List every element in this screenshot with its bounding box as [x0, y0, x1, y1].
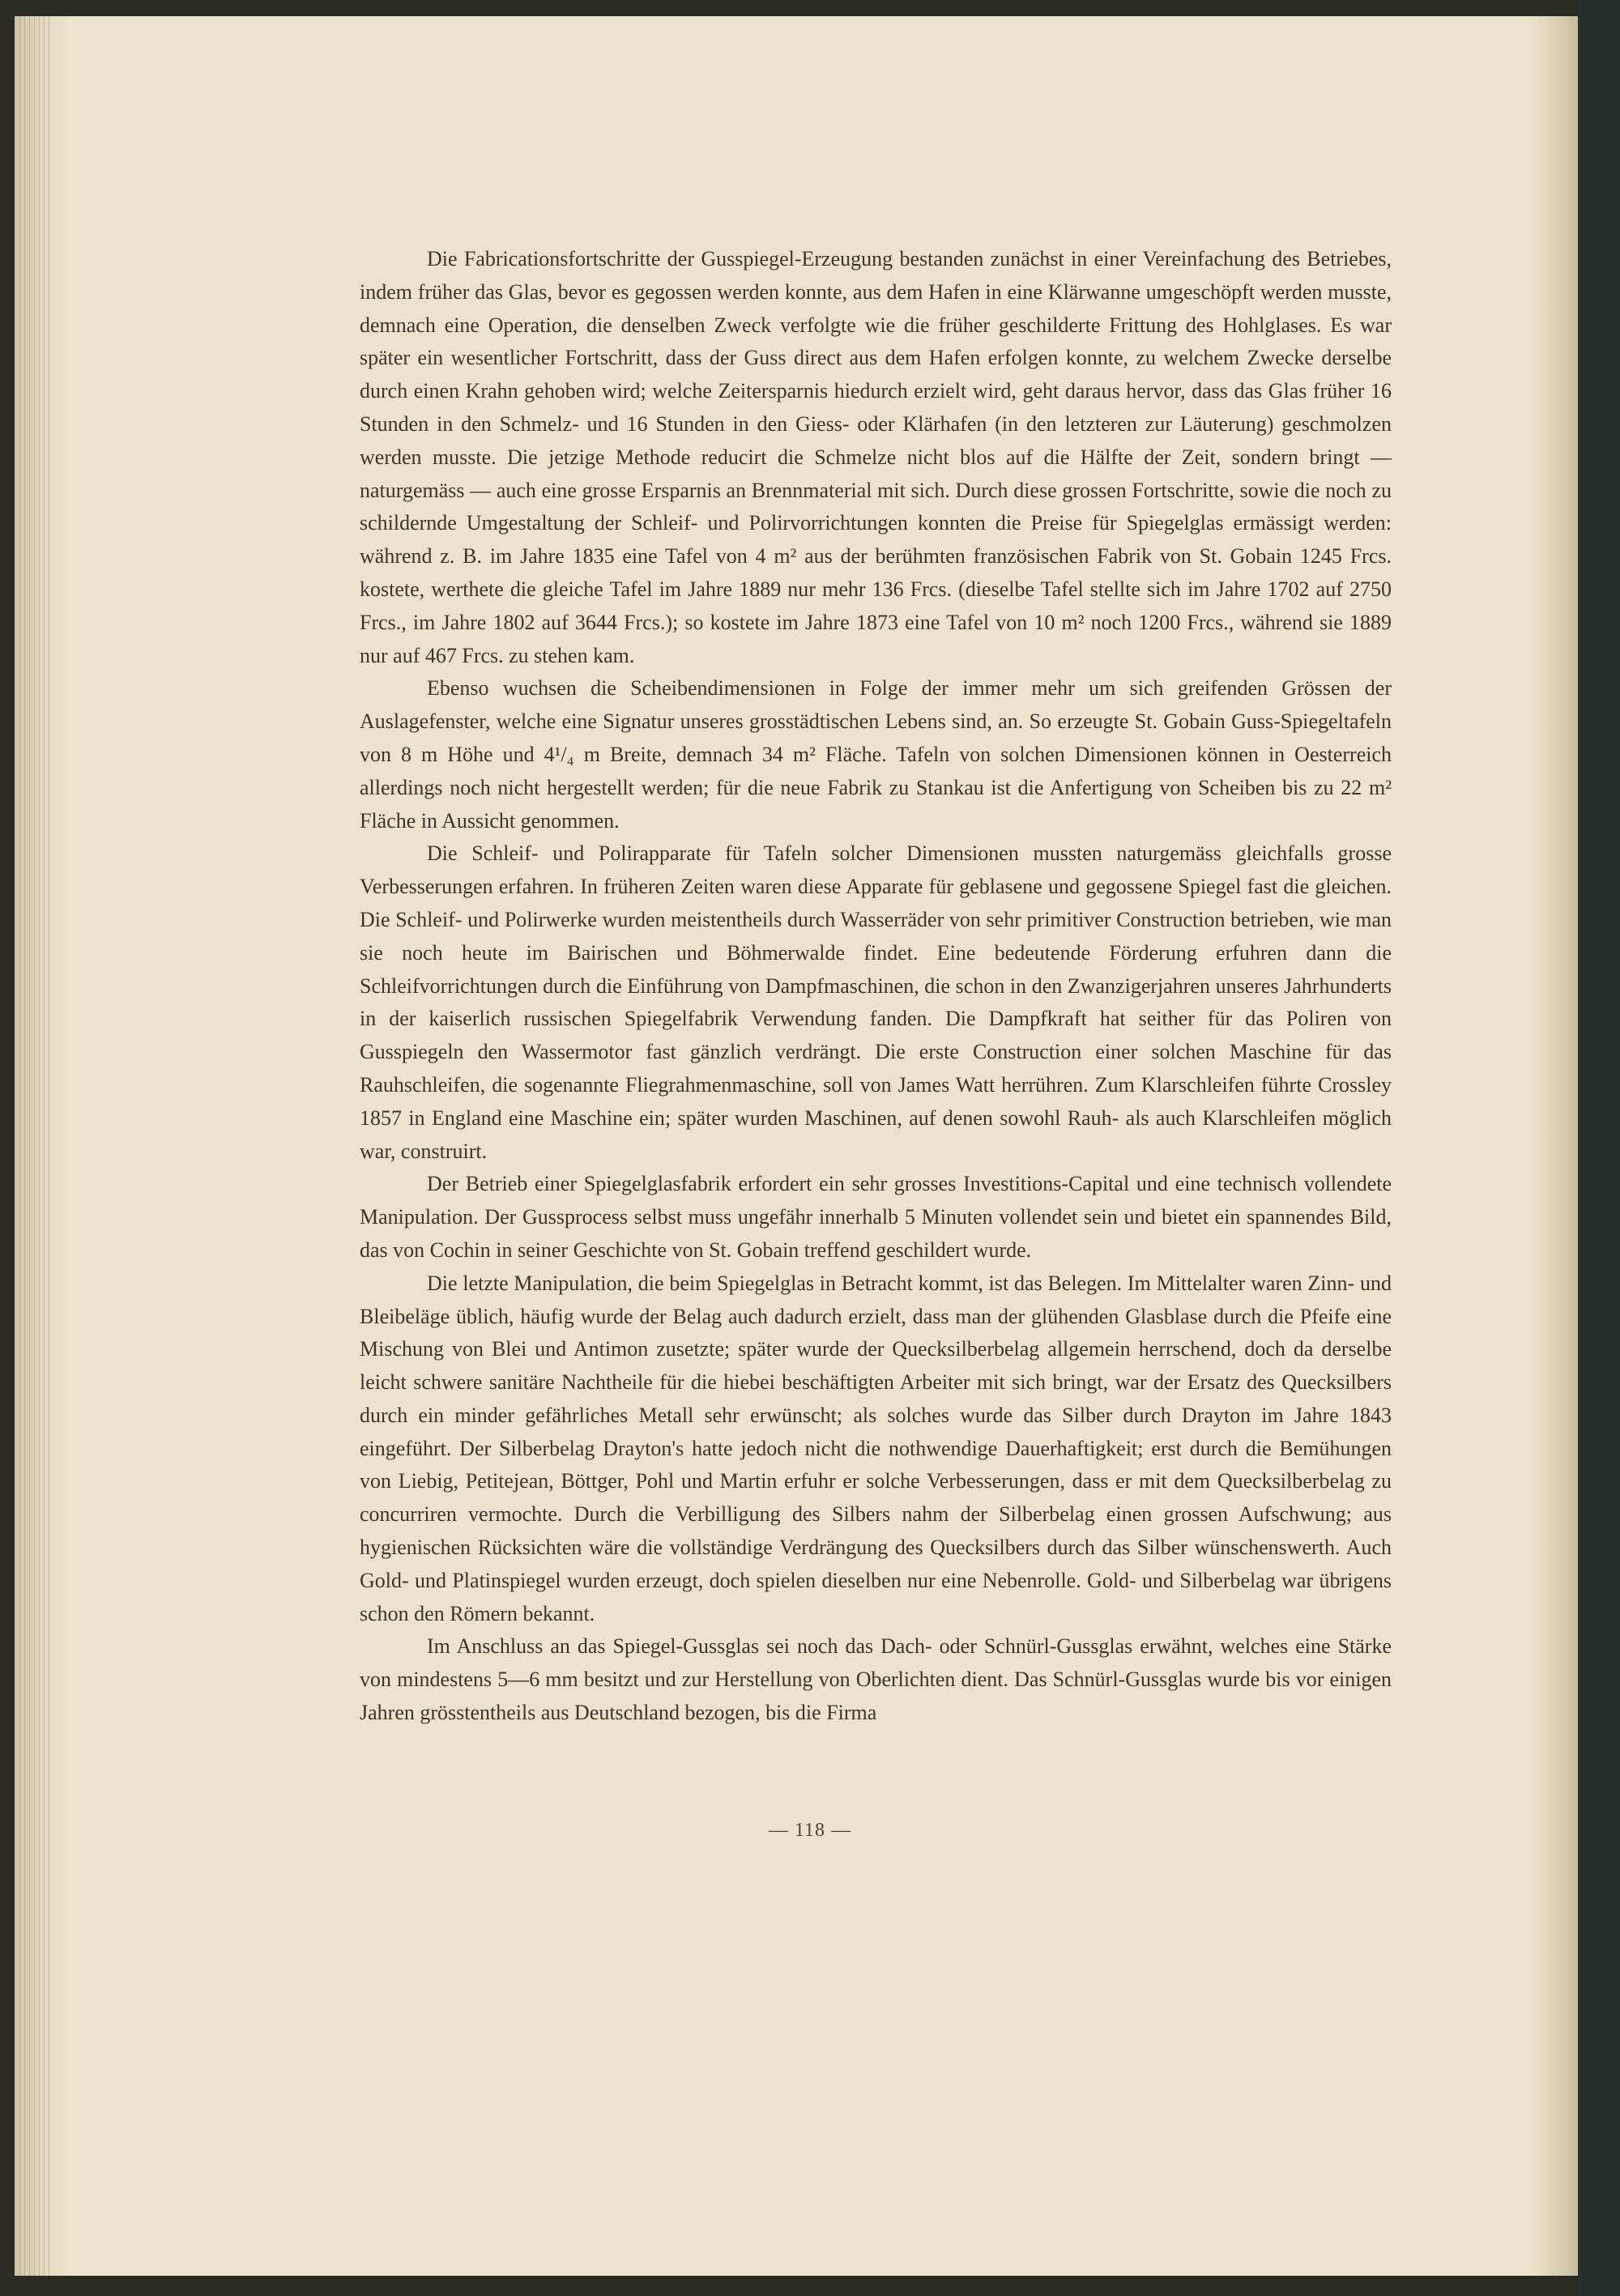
page-edge-lines	[19, 16, 52, 2276]
paragraph-5: Die letzte Manipulation, die beim Spiegelglas in Betracht kommt, ist das Belegen. Im Mittelalter waren Zinn- und Bleibeläge üblich, häufig wurde der Belag auch dadurch erzielt, dass man der glühenden Glasblase durch die Pfeife eine Mischung von Blei und Antimon zusetzte; später wurde der Quecksilberbelag allgemein herrschend, doch da derselbe leicht schwere sanitäre Nachtheile für die hiebei beschäftigten Arbeiter mit sich bringt, war der Ersatz des Quecksilbers durch ein minder gefährliches Metall sehr erwünscht; als solches wurde das Silber durch Drayton im Jahre 1843 eingeführt. Der Silberbelag Drayton's hatte jedoch nicht die nothwendige Dauerhaftigkeit; erst durch die Bemühungen von Liebig, Petitejean, Böttger, Pohl und Martin erfuhr er solche Verbesserungen, dass er mit dem Quecksilberbelag zu concurriren vermochte. Durch die Verbilligung des Silbers nahm der Silberbelag einen grossen Aufschwung; aus hygienischen Rücksichten wäre die vollständige Verdrängung des Quecksilbers durch das Silber wünschenswerth. Auch Gold- und Platinspiegel wurden erzeugt, doch spielen dieselben nur eine Nebenrolle. Gold- und Silberbelag war übrigens schon den Römern bekannt.	[360, 1271, 1392, 1625]
paragraph-2: Ebenso wuchsen die Scheibendimensionen in Folge der immer mehr um sich greifenden Grössen der Auslagefenster, welche eine Signatur unseres grosstädtischen Lebens sind, an. So erzeugte St. Gobain Guss-Spiegeltafeln von 8 m Höhe und 4¹/₄ m Breite, demnach 34 m² Fläche. Tafeln von solchen Dimensionen können in Oesterreich allerdings noch nicht hergestellt werden; für die neue Fabrik zu Stankau ist die Anfertigung von Scheiben bis zu 22 m² Fläche in Aussicht genommen.	[360, 676, 1392, 833]
paragraph-3: Die Schleif- und Polirapparate für Tafeln solcher Dimensionen mussten naturgemäss gleichfalls grosse Verbesserungen erfahren. In früheren Zeiten waren diese Apparate für geblasene und gegossene Spiegel fast die gleichen. Die Schleif- und Polirwerke wurden meistentheils durch Wasserräder von sehr primitiver Construction betrieben, wie man sie noch heute im Bairischen und Böhmerwalde findet. Eine bedeutende Förderung erfuhren dann die Schleifvorrichtungen durch die Einführung von Dampfmaschinen, die schon in den Zwanzigerjahren unseres Jahrhunderts in der kaiserlich russischen Spiegelfabrik Verwendung fanden. Die Dampfkraft hat seither für das Poliren von Gusspiegeln den Wassermotor fast gänzlich verdrängt. Die erste Construction einer solchen Maschine für das Rauhschleifen, die sogenannte Fliegrahmenmaschine, soll von James Watt herrühren. Zum Klarschleifen führte Crossley 1857 in England eine Maschine ein; später wurden Maschinen, auf denen sowohl Rauh- als auch Klarschleifen möglich war, construirt.	[360, 841, 1392, 1163]
body-text	[360, 243, 1392, 1730]
page-right-edge	[1529, 16, 1578, 2276]
paragraph-6: Im Anschluss an das Spiegel-Gussglas sei noch das Dach- oder Schnürl-Gussglas erwähnt, welches eine Stärke von mindestens 5—6 mm besitzt und zur Herstellung von Oberlichten dient. Das Schnürl-Gussglas wurde bis vor einigen Jahren grösstentheils aus Deutschland bezogen, bis die Firma	[360, 1634, 1392, 1725]
book-cover-edge	[1578, 0, 1620, 2296]
paragraph-4: Der Betrieb einer Spiegelglasfabrik erfordert ein sehr grosses Investitions-Capital und eine technisch vollendete Manipulation. Der Gussprocess selbst muss ungefähr innerhalb 5 Minuten vollendet sein und bietet ein spannendes Bild, das von Cochin in seiner Geschichte von St. Gobain treffend geschildert wurde.	[360, 1172, 1392, 1262]
paragraph-1: Die Fabricationsfortschritte der Gusspiegel-Erzeugung bestanden zunächst in einer Vereinfachung des Betriebes, indem früher das Glas, bevor es gegossen werden konnte, aus dem Hafen in eine Klärwanne umgeschöpft werden musste, demnach eine Operation, die denselben Zweck verfolgte wie die früher geschilderte Frittung des Hohlglases. Es war später ein wesentlicher Fortschritt, dass der Guss direct aus dem Hafen erfolgen konnte, zu welchem Zwecke derselbe durch einen Krahn gehoben wird; welche Zeitersparnis hiedurch erzielt wird, geht daraus hervor, dass das Glas früher 16 Stunden in den Schmelz- und 16 Stunden in den Giess- oder Klärhafen (in den letzteren zur Läuterung) geschmolzen werden musste. Die jetzige Methode reducirt die Schmelze nicht blos auf die Hälfte der Zeit, sondern bringt — naturgemäss — auch eine grosse Ersparnis an Brennmaterial mit sich. Durch diese grossen Fortschritte, sowie die noch zu schildernde Umgestaltung der Schleif- und Polirvorrichtungen konnten die Preise für Spiegelglas ermässigt werden: während z. B. im Jahre 1835 eine Tafel von 4 m² aus der berühmten französischen Fabrik von St. Gobain 1245 Frcs. kostete, werthete die gleiche Tafel im Jahre 1889 nur mehr 136 Frcs. (dieselbe Tafel stellte sich im Jahre 1702 auf 2750 Frcs., im Jahre 1802 auf 3644 Frcs.); so kostete im Jahre 1873 eine Tafel von 10 m² noch 1200 Frcs., während sie 1889 nur auf 467 Frcs. zu stehen kam.	[360, 247, 1392, 667]
page-number: — 118 —	[768, 1820, 852, 1841]
